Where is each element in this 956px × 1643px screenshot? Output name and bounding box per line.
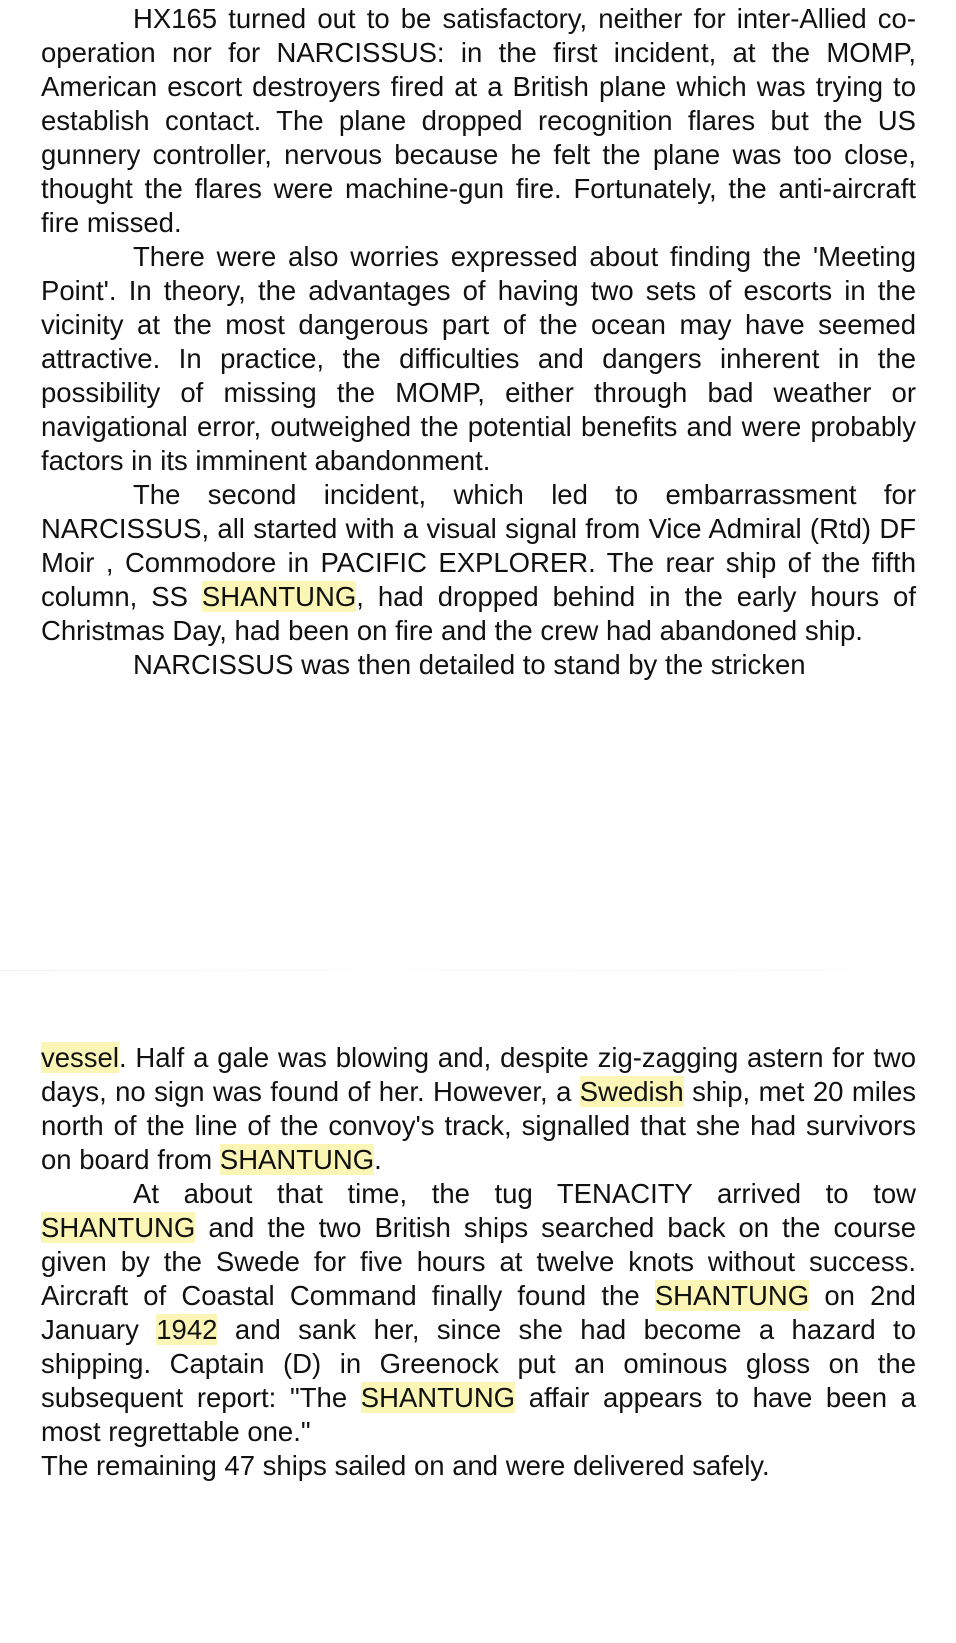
text-span: and sank her, since she had become a hazard to shipping. Captain (D) in Greenock put an ominous gloss on the subsequent report: "The	[41, 1314, 916, 1413]
text-span: .	[374, 1144, 382, 1175]
text-span: At about that time, the tug TENACITY arrived to tow	[133, 1178, 916, 1209]
highlight-shantung: SHANTUNG	[654, 1280, 810, 1311]
paragraph-narcissus-detailed: NARCISSUS was then detailed to stand by the stricken	[133, 649, 806, 680]
text-span: affair appears to have been a most regrettable one."	[41, 1382, 916, 1447]
text-span: ship, met 20 miles north of the line of the convoy's track, signalled that she had survivors on board from	[41, 1076, 916, 1175]
paragraph-hx165: HX165 turned out to be satisfactory, neither for inter-Allied co-operation nor for NARCISSUS: in the first incident, at the MOMP, American escort destroyers fired at a British plane which was trying to establish contact. The plane dropped recognition flares but the US gunnery controller, nervous because he felt the plane was too close, thought the flares were machine-gun fire. Fortunately, the anti-aircraft fire missed.	[41, 3, 916, 238]
text-span: on 2nd January	[41, 1280, 916, 1345]
highlight-shantung: SHANTUNG	[360, 1382, 516, 1413]
text-span: and the two British ships searched back on the course given by the Swede for five hours at twelve knots without success. Aircraft of Coastal Command finally found the	[41, 1212, 916, 1311]
top-section	[41, 2, 916, 682]
text-span: . Half a gale was blowing and, despite zig-zagging astern for two days, no sign was found of her. However, a	[41, 1042, 916, 1107]
paragraph-tenacity	[41, 1177, 916, 1449]
highlight-shantung: SHANTUNG	[41, 1212, 196, 1243]
highlight-vessel: vessel	[41, 1042, 119, 1073]
bottom-section	[41, 1041, 916, 1483]
highlight-shantung: SHANTUNG	[219, 1144, 375, 1175]
page-fold-line	[0, 970, 956, 971]
highlight-shantung: SHANTUNG	[201, 581, 357, 612]
highlight-swedish: Swedish	[579, 1076, 684, 1107]
paragraph-vessel-search	[41, 1041, 916, 1177]
paragraph-meeting-point: There were also worries expressed about finding the 'Meeting Point'. In theory, the advantages of having two sets of escorts in the vicinity at the most dangerous part of the ocean may have seemed attractive. In practice, the difficulties and dangers inherent in the possibility of missing the MOMP, either through bad weather or navigational error, outweighed the potential benefits and were probably factors in its imminent abandonment.	[41, 241, 916, 476]
paragraph-remaining-ships: The remaining 47 ships sailed on and were delivered safely.	[41, 1450, 770, 1481]
paragraph-second-incident	[41, 478, 916, 648]
text-span: The second incident, which led to embarrassment for NARCISSUS, all started with a visual signal from Vice Admiral (Rtd) DF Moir , Commodore in PACIFIC EXPLORER. The rear ship of the fifth column, SS	[41, 479, 916, 612]
text-span: , had dropped behind in the early hours of Christmas Day, had been on fire and the crew had abandoned ship.	[41, 581, 916, 646]
highlight-year: 1942	[156, 1314, 218, 1345]
